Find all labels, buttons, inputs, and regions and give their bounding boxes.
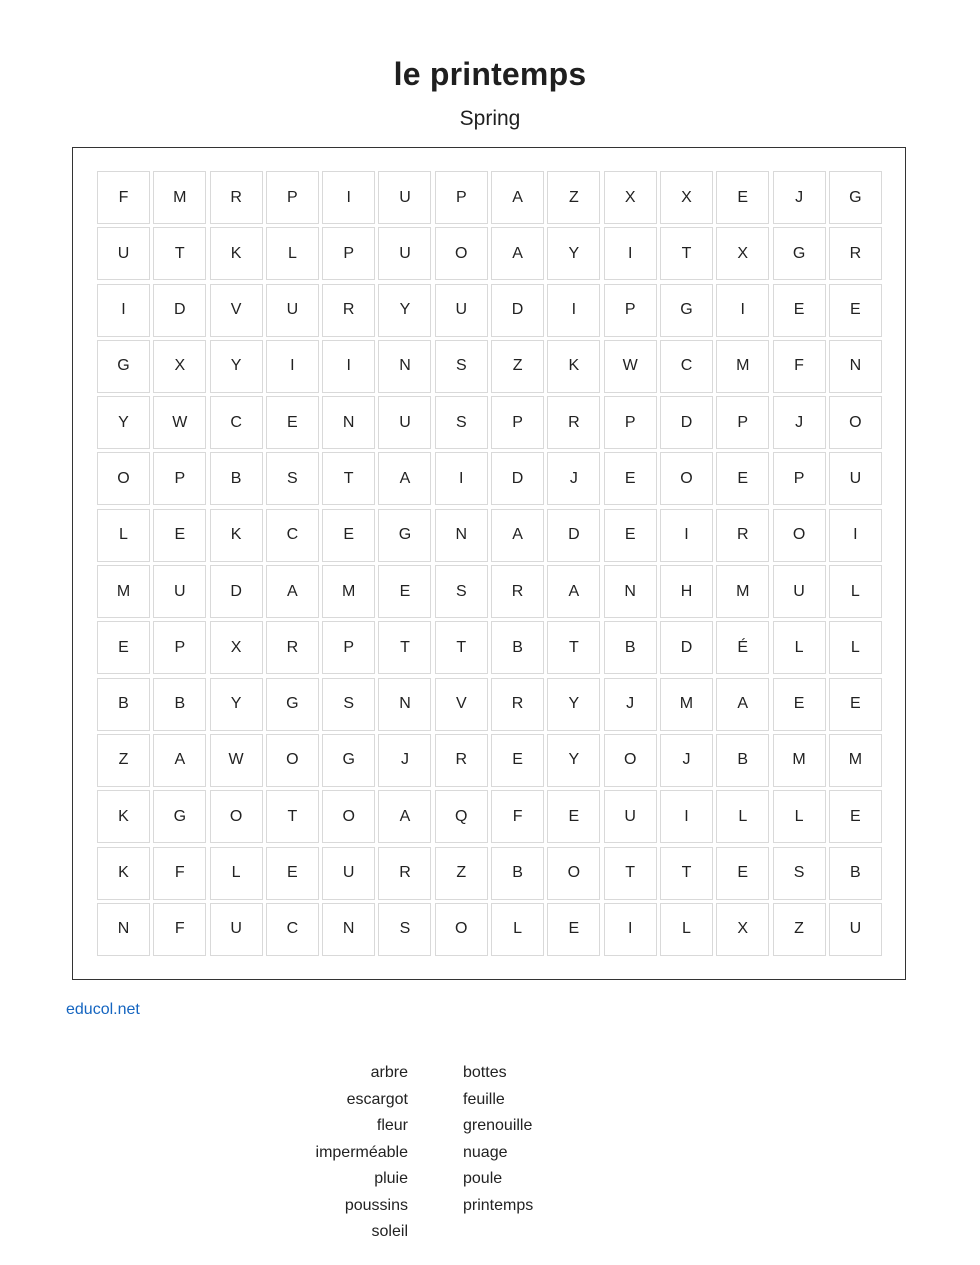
grid-cell[interactable]: I: [435, 452, 488, 505]
grid-cell[interactable]: A: [266, 565, 319, 618]
grid-cell[interactable]: I: [660, 790, 713, 843]
grid-cell[interactable]: O: [97, 452, 150, 505]
grid-cell[interactable]: N: [322, 396, 375, 449]
grid-cell[interactable]: R: [266, 621, 319, 674]
word-list-item: printemps: [463, 1196, 534, 1214]
grid-cell[interactable]: I: [604, 227, 657, 280]
grid-cell[interactable]: L: [97, 509, 150, 562]
grid-cell[interactable]: J: [660, 734, 713, 787]
grid-cell[interactable]: D: [153, 284, 206, 337]
grid-cell[interactable]: J: [773, 171, 826, 224]
grid-cell[interactable]: G: [153, 790, 206, 843]
grid-cell[interactable]: O: [604, 734, 657, 787]
grid-cell[interactable]: C: [660, 340, 713, 393]
grid-cell[interactable]: U: [378, 171, 431, 224]
grid-cell[interactable]: D: [491, 284, 544, 337]
grid-cell[interactable]: É: [716, 621, 769, 674]
grid-cell[interactable]: P: [153, 621, 206, 674]
grid-cell[interactable]: M: [97, 565, 150, 618]
grid-cell[interactable]: B: [210, 452, 263, 505]
grid-cell[interactable]: Y: [547, 734, 600, 787]
grid-cell[interactable]: O: [435, 227, 488, 280]
grid-cell[interactable]: P: [322, 227, 375, 280]
grid-cell[interactable]: P: [266, 171, 319, 224]
grid-cell[interactable]: N: [322, 903, 375, 956]
grid-cell[interactable]: T: [547, 621, 600, 674]
grid-cell[interactable]: E: [829, 790, 882, 843]
grid-cell[interactable]: A: [491, 509, 544, 562]
grid-cell[interactable]: Z: [97, 734, 150, 787]
word-list-item: imperméable: [315, 1143, 408, 1161]
word-list-item: escargot: [346, 1090, 408, 1108]
grid-cell[interactable]: E: [491, 734, 544, 787]
grid-cell[interactable]: I: [97, 284, 150, 337]
grid-cell[interactable]: I: [604, 903, 657, 956]
grid-cell[interactable]: B: [97, 678, 150, 731]
grid-cell[interactable]: U: [773, 565, 826, 618]
grid-cell[interactable]: F: [773, 340, 826, 393]
grid-cell[interactable]: S: [773, 847, 826, 900]
grid-cell[interactable]: E: [97, 621, 150, 674]
grid-cell[interactable]: M: [660, 678, 713, 731]
grid-cell[interactable]: M: [716, 565, 769, 618]
grid-cell[interactable]: W: [153, 396, 206, 449]
grid-cell[interactable]: E: [829, 678, 882, 731]
grid-cell[interactable]: U: [829, 903, 882, 956]
grid-cell[interactable]: M: [829, 734, 882, 787]
grid-cell[interactable]: D: [210, 565, 263, 618]
grid-cell[interactable]: R: [716, 509, 769, 562]
source-link[interactable]: educol.net: [66, 1001, 140, 1018]
grid-cell[interactable]: L: [660, 903, 713, 956]
grid-cell[interactable]: X: [604, 171, 657, 224]
grid-cell[interactable]: W: [210, 734, 263, 787]
grid-cell[interactable]: R: [210, 171, 263, 224]
grid-cell[interactable]: E: [547, 790, 600, 843]
grid-cell[interactable]: O: [660, 452, 713, 505]
grid-cell[interactable]: T: [378, 621, 431, 674]
grid-cell[interactable]: S: [378, 903, 431, 956]
grid-cell[interactable]: G: [378, 509, 431, 562]
grid-cell[interactable]: Y: [210, 678, 263, 731]
grid-cell[interactable]: T: [435, 621, 488, 674]
grid-cell[interactable]: I: [322, 171, 375, 224]
grid-cell[interactable]: R: [322, 284, 375, 337]
grid-cell[interactable]: O: [829, 396, 882, 449]
grid-cell[interactable]: O: [210, 790, 263, 843]
grid-cell[interactable]: S: [266, 452, 319, 505]
grid-cell[interactable]: I: [322, 340, 375, 393]
grid-cell[interactable]: E: [716, 171, 769, 224]
grid-cell[interactable]: U: [210, 903, 263, 956]
grid-cell[interactable]: D: [547, 509, 600, 562]
grid-cell[interactable]: N: [829, 340, 882, 393]
grid-cell[interactable]: I: [266, 340, 319, 393]
grid-cell[interactable]: E: [153, 509, 206, 562]
grid-cell[interactable]: M: [153, 171, 206, 224]
word-list-item: bottes: [463, 1064, 507, 1081]
word-list-item: poule: [463, 1170, 503, 1187]
grid-cell[interactable]: L: [491, 903, 544, 956]
grid-cell[interactable]: P: [604, 396, 657, 449]
grid-cell[interactable]: F: [97, 171, 150, 224]
word-list-item: nuage: [463, 1143, 508, 1161]
grid-cell[interactable]: O: [266, 734, 319, 787]
grid-cell[interactable]: U: [153, 565, 206, 618]
grid-cell[interactable]: R: [491, 565, 544, 618]
grid-cell[interactable]: E: [716, 847, 769, 900]
grid-cell[interactable]: I: [829, 509, 882, 562]
grid-cell[interactable]: A: [491, 227, 544, 280]
grid-cell[interactable]: Z: [547, 171, 600, 224]
grid-cell[interactable]: M: [773, 734, 826, 787]
grid-cell[interactable]: K: [210, 227, 263, 280]
grid-cell[interactable]: O: [435, 903, 488, 956]
word-list-item: soleil: [371, 1223, 408, 1240]
grid-cell[interactable]: T: [660, 847, 713, 900]
grid-cell[interactable]: B: [491, 847, 544, 900]
grid-cell[interactable]: E: [829, 284, 882, 337]
page-title: le printemps: [393, 56, 587, 92]
grid-cell[interactable]: Y: [547, 678, 600, 731]
grid-cell[interactable]: U: [604, 790, 657, 843]
grid-cell[interactable]: O: [547, 847, 600, 900]
grid-cell[interactable]: U: [266, 284, 319, 337]
word-list-item: arbre: [370, 1064, 408, 1081]
grid-cell[interactable]: E: [378, 565, 431, 618]
grid-cell[interactable]: A: [378, 452, 431, 505]
grid-cell[interactable]: U: [378, 396, 431, 449]
grid-cell[interactable]: B: [604, 621, 657, 674]
grid-cell[interactable]: H: [660, 565, 713, 618]
grid-cell[interactable]: G: [773, 227, 826, 280]
grid-cell[interactable]: Z: [491, 340, 544, 393]
grid-cell[interactable]: E: [604, 509, 657, 562]
grid-cell[interactable]: J: [547, 452, 600, 505]
grid-cell[interactable]: A: [378, 790, 431, 843]
grid-cell[interactable]: Z: [773, 903, 826, 956]
grid-cell[interactable]: F: [153, 847, 206, 900]
grid-cell[interactable]: G: [266, 678, 319, 731]
grid-cell[interactable]: G: [660, 284, 713, 337]
grid-cell[interactable]: L: [773, 621, 826, 674]
grid-cell[interactable]: D: [491, 452, 544, 505]
grid-cell[interactable]: X: [153, 340, 206, 393]
word-list-left: [316, 1060, 408, 1246]
grid-cell[interactable]: B: [153, 678, 206, 731]
grid-cell[interactable]: X: [716, 903, 769, 956]
grid-cell[interactable]: I: [660, 509, 713, 562]
grid-cell[interactable]: N: [378, 340, 431, 393]
grid-cell[interactable]: P: [322, 621, 375, 674]
grid-cell[interactable]: I: [547, 284, 600, 337]
grid-cell[interactable]: K: [210, 509, 263, 562]
page-subtitle: Spring: [459, 107, 521, 130]
word-list-item: feuille: [463, 1090, 505, 1108]
grid-cell[interactable]: A: [491, 171, 544, 224]
grid-cell[interactable]: J: [604, 678, 657, 731]
grid-cell[interactable]: S: [322, 678, 375, 731]
letter-grid: [97, 171, 882, 956]
grid-cell[interactable]: T: [322, 452, 375, 505]
grid-cell[interactable]: M: [322, 565, 375, 618]
word-list-item: fleur: [376, 1117, 408, 1134]
grid-cell[interactable]: R: [378, 847, 431, 900]
grid-cell[interactable]: L: [829, 621, 882, 674]
grid-cell[interactable]: X: [210, 621, 263, 674]
grid-cell[interactable]: B: [829, 847, 882, 900]
grid-cell[interactable]: R: [435, 734, 488, 787]
grid-cell[interactable]: T: [660, 227, 713, 280]
grid-cell[interactable]: V: [210, 284, 263, 337]
grid-cell[interactable]: T: [266, 790, 319, 843]
grid-cell[interactable]: L: [266, 227, 319, 280]
grid-cell[interactable]: E: [266, 396, 319, 449]
grid-cell[interactable]: C: [266, 903, 319, 956]
grid-cell[interactable]: E: [266, 847, 319, 900]
word-list-item: poussins: [344, 1196, 408, 1214]
grid-cell[interactable]: W: [604, 340, 657, 393]
word-list-item: grenouille: [463, 1117, 533, 1134]
grid-cell[interactable]: G: [97, 340, 150, 393]
grid-cell[interactable]: V: [435, 678, 488, 731]
grid-cell[interactable]: X: [660, 171, 713, 224]
grid-cell[interactable]: K: [97, 790, 150, 843]
grid-cell[interactable]: G: [322, 734, 375, 787]
grid-cell[interactable]: S: [435, 565, 488, 618]
grid-cell[interactable]: P: [604, 284, 657, 337]
grid-cell[interactable]: P: [491, 396, 544, 449]
grid-cell[interactable]: A: [716, 678, 769, 731]
grid-cell[interactable]: P: [716, 396, 769, 449]
grid-cell[interactable]: N: [604, 565, 657, 618]
grid-cell[interactable]: E: [716, 452, 769, 505]
grid-cell[interactable]: K: [547, 340, 600, 393]
grid-cell[interactable]: Y: [97, 396, 150, 449]
grid-cell[interactable]: U: [322, 847, 375, 900]
grid-cell[interactable]: N: [97, 903, 150, 956]
word-search-frame: [72, 147, 906, 980]
grid-cell[interactable]: U: [435, 284, 488, 337]
grid-cell[interactable]: G: [829, 171, 882, 224]
grid-cell[interactable]: O: [322, 790, 375, 843]
grid-cell[interactable]: P: [153, 452, 206, 505]
grid-cell[interactable]: R: [491, 678, 544, 731]
grid-cell[interactable]: E: [604, 452, 657, 505]
grid-cell[interactable]: D: [660, 621, 713, 674]
grid-cell[interactable]: T: [604, 847, 657, 900]
grid-cell[interactable]: L: [716, 790, 769, 843]
grid-cell[interactable]: Y: [547, 227, 600, 280]
grid-cell[interactable]: R: [547, 396, 600, 449]
grid-cell[interactable]: T: [153, 227, 206, 280]
grid-cell[interactable]: L: [210, 847, 263, 900]
grid-cell[interactable]: S: [435, 396, 488, 449]
grid-cell[interactable]: Y: [210, 340, 263, 393]
grid-cell[interactable]: U: [378, 227, 431, 280]
grid-cell[interactable]: J: [378, 734, 431, 787]
grid-cell[interactable]: B: [716, 734, 769, 787]
grid-cell[interactable]: P: [773, 452, 826, 505]
grid-cell[interactable]: Z: [435, 847, 488, 900]
grid-cell[interactable]: Y: [378, 284, 431, 337]
grid-cell[interactable]: C: [266, 509, 319, 562]
grid-cell[interactable]: N: [435, 509, 488, 562]
grid-cell[interactable]: L: [773, 790, 826, 843]
grid-cell[interactable]: Q: [435, 790, 488, 843]
grid-cell[interactable]: E: [547, 903, 600, 956]
grid-cell[interactable]: S: [435, 340, 488, 393]
grid-cell[interactable]: A: [547, 565, 600, 618]
grid-cell[interactable]: F: [491, 790, 544, 843]
grid-cell[interactable]: U: [97, 227, 150, 280]
grid-cell[interactable]: K: [97, 847, 150, 900]
grid-cell[interactable]: E: [322, 509, 375, 562]
grid-cell[interactable]: X: [716, 227, 769, 280]
grid-cell[interactable]: A: [153, 734, 206, 787]
grid-cell[interactable]: R: [829, 227, 882, 280]
grid-cell[interactable]: E: [773, 678, 826, 731]
grid-cell[interactable]: D: [660, 396, 713, 449]
grid-cell[interactable]: O: [773, 509, 826, 562]
grid-cell[interactable]: P: [435, 171, 488, 224]
grid-cell[interactable]: E: [773, 284, 826, 337]
grid-cell[interactable]: L: [829, 565, 882, 618]
grid-cell[interactable]: U: [829, 452, 882, 505]
word-list-item: pluie: [374, 1170, 408, 1187]
word-list-right: [463, 1060, 533, 1219]
grid-cell[interactable]: I: [716, 284, 769, 337]
grid-cell[interactable]: N: [378, 678, 431, 731]
grid-cell[interactable]: C: [210, 396, 263, 449]
grid-cell[interactable]: B: [491, 621, 544, 674]
grid-cell[interactable]: M: [716, 340, 769, 393]
grid-cell[interactable]: J: [773, 396, 826, 449]
grid-cell[interactable]: F: [153, 903, 206, 956]
